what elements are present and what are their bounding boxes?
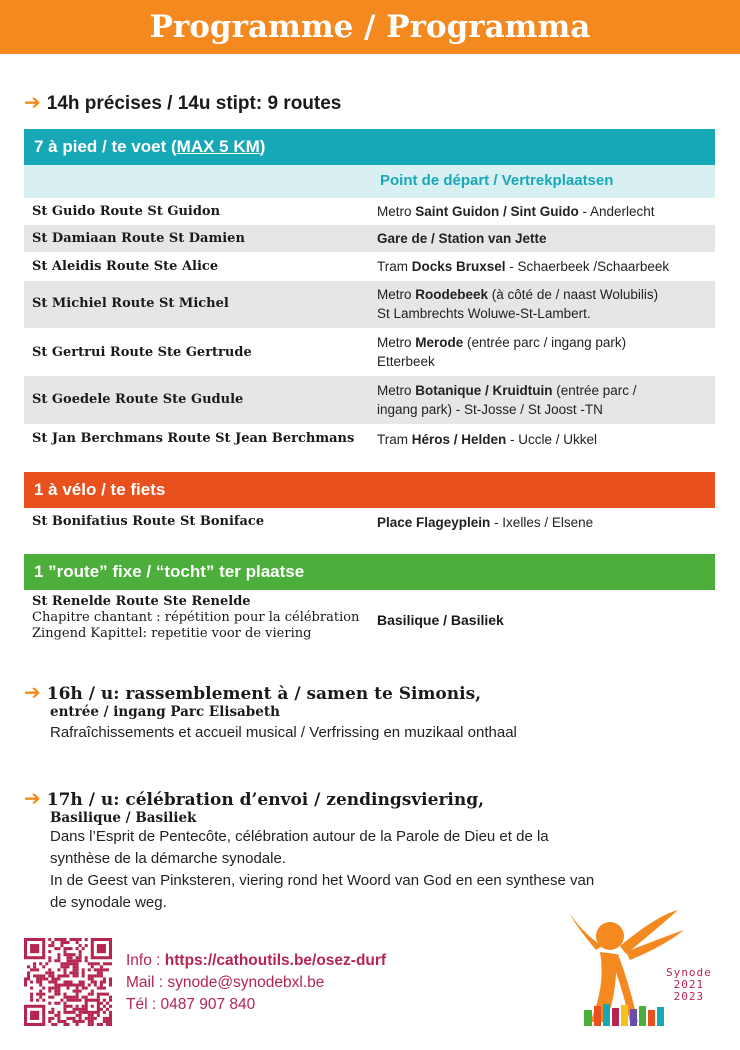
- walk-band-suffix: ): [259, 137, 266, 156]
- departure-place: Metro Saint Guidon / Sint Guido - Anderlecht: [377, 204, 655, 219]
- info-label: Info :: [126, 952, 165, 969]
- intro-line: [24, 90, 341, 115]
- route-name: St Bonifatius Route St Boniface: [32, 514, 265, 529]
- route-row: [24, 253, 715, 280]
- departure-place: Tram Héros / Helden - Uccle / Ukkel: [377, 432, 598, 447]
- route-row: [24, 329, 715, 376]
- fixed-route-description: [32, 594, 359, 642]
- departure-place: Metro Botanique / Kruidtuin (entrée parc / ingang park) - St-Josse / St Joost -TN: [377, 383, 637, 417]
- departure-place: Metro Merode (entrée parc / ingang park) Etterbeek: [377, 335, 627, 369]
- choir-rehearsal-fr: Chapitre chantant : répétition pour la célébration: [32, 610, 360, 625]
- arrow-right-icon: ➔: [24, 90, 41, 114]
- route-name: St Goedele Route Ste Gudule: [32, 392, 244, 407]
- departure-place: Gare de / Station van Jette: [377, 231, 547, 246]
- gathering-description: Rafraîchissements et accueil musical / Verfrissing en muzikaal onthaal: [50, 724, 517, 741]
- departure-place: Metro Roodebeek (à côté de / naast Wolubilis) St Lambrechts Woluwe-St-Lambert.: [377, 287, 659, 321]
- arrow-right-icon: ➔: [24, 680, 41, 704]
- route-name: St Jan Berchmans Route St Jean Berchmans: [32, 431, 355, 446]
- page-title: Programme / Programma: [0, 0, 740, 54]
- route-name: St Aleidis Route Ste Alice: [32, 259, 219, 274]
- route-row: [24, 425, 715, 453]
- max-distance-link[interactable]: MAX 5 KM: [176, 137, 260, 156]
- celebration-location: Basilique / Basiliek: [50, 810, 197, 826]
- tel-line[interactable]: Tél : 0487 907 840: [126, 996, 256, 1013]
- fixed-route-band: 1 ”route” fixe / “tocht” ter plaatse: [24, 554, 715, 590]
- route-row: [24, 376, 715, 424]
- walk-band-label: 7 à pied / te voet (: [34, 137, 177, 156]
- bike-band: 1 à vélo / te fiets: [24, 472, 715, 508]
- route-name: St Guido Route St Guidon: [32, 204, 221, 219]
- departure-place: Place Flageyplein - Ixelles / Elsene: [377, 515, 594, 530]
- route-row: [24, 198, 715, 224]
- departure-place: Tram Docks Bruxsel - Schaerbeek /Schaarbeek: [377, 259, 670, 274]
- route-name: St Damiaan Route St Damien: [32, 231, 245, 246]
- gathering-location: entrée / ingang Parc Elisabeth: [50, 704, 280, 720]
- route-row: [24, 281, 715, 328]
- info-link[interactable]: https://cathoutils.be/osez-durf: [164, 952, 387, 969]
- departure-place: Basilique / Basiliek: [377, 612, 504, 628]
- departure-header-label: Point de départ / Vertrekplaatsen: [380, 172, 614, 189]
- celebration-description: Dans l’Esprit de Pentecôte, célébration autour de la Parole de Dieu et de la synthèse de la démarche synodale. In de Geest van Pinksteren, viering rond het Woord van God en een synthese van de synodale weg.: [50, 828, 595, 911]
- choir-rehearsal-nl: Zingend Kapittel: repetitie voor de viering: [32, 626, 312, 641]
- route-name: St Gertrui Route Ste Gertrude: [32, 345, 252, 360]
- route-name: St Michiel Route St Michel: [32, 296, 229, 311]
- intro-text: 14h précises / 14u stipt: 9 routes: [46, 93, 342, 114]
- gathering-section: [24, 680, 517, 744]
- walk-band: [24, 129, 715, 165]
- route-name: St Renelde Route Ste Renelde: [32, 594, 251, 609]
- arrow-right-icon: ➔: [24, 786, 41, 810]
- gathering-title: 16h / u: rassemblement à / samen te Simonis,: [46, 684, 482, 704]
- route-row: [24, 508, 715, 536]
- celebration-section: [24, 786, 594, 914]
- celebration-title: 17h / u: célébration d’envoi / zendingsviering,: [46, 790, 485, 810]
- synode-logo-text: Synode 2021 2023: [666, 966, 712, 1003]
- qr-code-icon[interactable]: [24, 938, 112, 1026]
- departure-column-header: [24, 165, 715, 198]
- mail-line[interactable]: Mail : synode@synodebxl.be: [126, 974, 325, 991]
- route-row: [24, 225, 715, 252]
- contact-info: [126, 950, 386, 1016]
